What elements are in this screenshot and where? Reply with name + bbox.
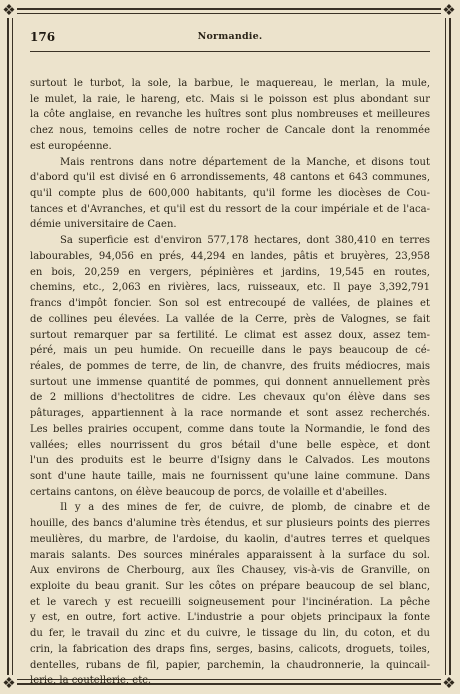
text-line: surtout une immense quantité de pommes, qui donnent annuellement près <box>30 376 430 388</box>
text-line: chez nous, temoins celles de notre rocher de Cancale dont la renommée <box>30 125 430 137</box>
text-line: certains cantons, on élève beaucoup de porcs, de volaille et d'abeilles. <box>30 486 388 498</box>
text-line: chemins, etc., 2,063 en rivières, lacs, ruisseaux, etc. Il paye 3,392,791 <box>30 282 430 294</box>
text-line: meulières, du marbre, de l'ardoise, du kaolin, d'autres terres et quelques <box>30 533 430 545</box>
text-line: surtout remarquer par sa fertilité. Le climat est assez doux, assez tem- <box>30 329 430 341</box>
text-line: francs d'impôt foncier. Son sol est entrecoupé de vallées, de plaines et <box>30 298 430 310</box>
text-line: tances et d'Avranches, et qu'il est du ressort de la cour impériale et de l'aca- <box>30 203 430 215</box>
text-line: le mulet, la raie, le hareng, etc. Mais si le poisson est plus abondant sur <box>30 93 430 105</box>
text-line: Sa superficie est d'environ 577,178 hectares, dont 380,410 en terres <box>60 235 430 247</box>
page-number: 176 <box>30 30 56 44</box>
text-line: sont d'une haute taille, mais ne fournissent qu'une laine commune. Dans <box>30 470 430 482</box>
text-line: du fer, le travail du zinc et du cuivre, le tissage du lin, du coton, et du <box>30 628 430 640</box>
text-line: crin, la fabrication des draps fins, serges, basins, calicots, droguets, toiles, <box>30 643 430 655</box>
text-line: Aux environs de Cherbourg, aux îles Chausey, vis-à-vis de Granville, on <box>30 565 430 577</box>
text-line: y est, en outre, fort active. L'industrie a pour objets principaux la fonte <box>30 612 430 624</box>
body-text <box>30 76 430 689</box>
text-line: vallées; elles nourrissent du gros bétail d'une belle espèce, et dont <box>30 439 430 451</box>
text-line: marais salants. Des sources minérales apparaissent à la surface du sol. <box>30 549 430 561</box>
text-line: Mais rentrons dans notre département de la Manche, et disons tout <box>60 156 430 168</box>
corner-ornament-icon: ❖ <box>2 674 16 692</box>
corner-ornament-icon: ❖ <box>442 674 456 692</box>
corner-ornament-icon: ❖ <box>442 1 456 19</box>
text-line: dentelles, rubans de fil, papier, parchemin, la chaudronnerie, la quincail- <box>30 659 430 671</box>
header-rule <box>30 51 430 52</box>
text-line: labourables, 94,056 en prés, 44,294 en landes, pâtis et bruyères, 23,958 <box>30 250 430 262</box>
text-line: lerie, la coutellerie, etc. <box>30 675 151 687</box>
text-line: est européenne. <box>30 140 112 152</box>
text-line: l'un des produits est le beurre d'Isigny dans le Calvados. Les moutons <box>30 455 430 467</box>
text-line: et le varech y est recueilli soigneusement pour l'incinération. La pêche <box>30 596 430 608</box>
text-line: Il y a des mines de fer, de cuivre, de plomb, de cinabre et de <box>60 502 430 514</box>
text-line: surtout le turbot, la sole, la barbue, le maquereau, le merlan, la mule, <box>30 78 430 89</box>
text-line: houille, des bancs d'alumine très étendus, et sur plusieurs points des pierres <box>30 518 430 530</box>
corner-ornament-icon: ❖ <box>2 1 16 19</box>
text-line: Les belles prairies occupent, comme dans toute la Normandie, le fond des <box>30 423 430 435</box>
page-header <box>30 30 430 46</box>
text-line: péré, mais un peu humide. On recueille dans le pays beaucoup de cé- <box>30 345 430 357</box>
text-line: en bois, 20,259 en vergers, pépinières et jardins, 19,545 en routes, <box>30 266 430 278</box>
running-title: Normandie. <box>197 31 263 42</box>
text-line: de 2 millions d'hectolitres de cidre. Les chevaux qu'on élève dans ses <box>30 392 430 404</box>
text-line: démie universitaire de Caen. <box>30 219 177 231</box>
text-line: qu'il compte plus de 600,000 habitants, qu'il forme les diocèses de Cou- <box>30 188 430 200</box>
text-line: réales, de pommes de terre, de lin, de chanvre, des fruits médiocres, mais <box>30 360 430 372</box>
text-line: de collines peu élevées. La vallée de la Cerre, près de Valognes, se fait <box>30 313 430 325</box>
text-line: pâturages, appartiennent à la race normande et sont assez recherchés. <box>30 408 430 420</box>
text-line: d'abord qu'il est divisé en 6 arrondissements, 48 cantons et 643 communes, <box>30 172 430 184</box>
text-line: la côte anglaise, en revanche les huîtres sont plus nombreuses et meilleures <box>30 109 430 121</box>
text-line: exploite du beau granit. Sur les côtes on prépare beaucoup de sel blanc, <box>30 581 430 592</box>
